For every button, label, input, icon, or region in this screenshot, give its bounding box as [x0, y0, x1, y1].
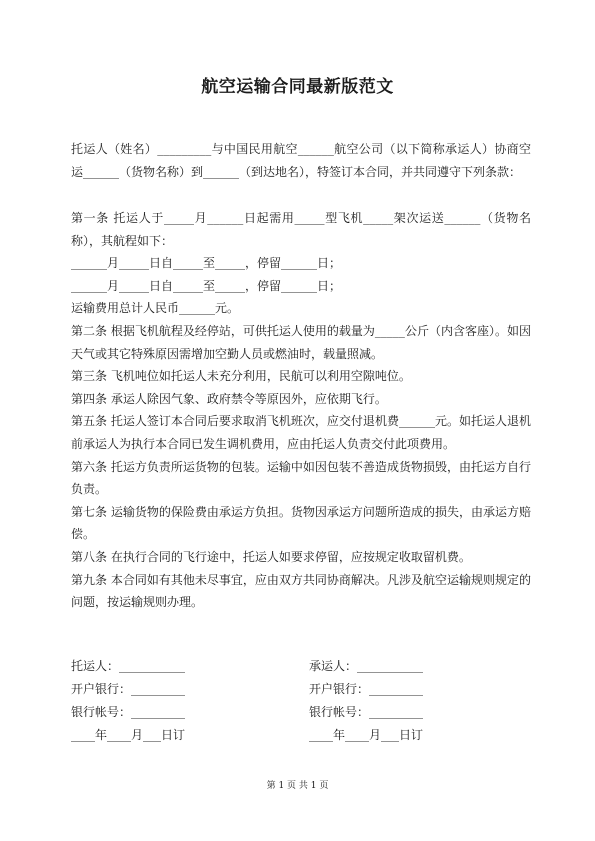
clause-8: 第八条 在执行合同的飞行途中，托运人如要求停留，应按规定收取留机费。 — [71, 549, 471, 564]
clause-9: 第九条 本合同如有其他未尽事宜，应由双方共同协商解决。凡涉及航空运输规则规定的问题，按运输规则办理。 — [71, 572, 531, 610]
intro-text: 托运人（姓名）_________与中国民用航空______航空公司（以下简称承运人）协商空运______（货物名称）到______（到达地名），特签订本合同，并共同遵守下列条款： — [71, 142, 531, 179]
clause-7: 第七条 运输货物的保险费由承运方负担。货物因承运方问题所造成的损失，由承运方赔偿。 — [71, 504, 531, 542]
carrier-bank: 开户银行：_________ — [309, 682, 424, 696]
carrier-account: 银行帐号：_________ — [309, 705, 424, 719]
shipper-signature: 托运人：___________ — [71, 659, 186, 673]
shipper-date: ____年____月___日订 — [71, 728, 186, 742]
signature-row-party — [71, 657, 541, 675]
clause-1-total-fee: 运输费用总计人民币______元。 — [71, 301, 240, 316]
clause-1-route-1: ______月_____日自_____至_____，停留______日； — [71, 256, 342, 271]
carrier-date: ____年____月___日订 — [309, 728, 424, 742]
clause-1-route-2: ______月_____日自_____至_____，停留______日； — [71, 278, 342, 293]
clause-6: 第六条 托运方负责所运货物的包装。运输中如因包装不善造成货物损毁，由托运方自行负责。 — [71, 459, 531, 497]
clause-5: 第五条 托运人签订本合同后要求取消飞机班次，应交付退机费______元。如托运人退机前承运人为执行本合同已发生调机费用，应由托运人负责交付此项费用。 — [71, 414, 531, 451]
page-number-footer: 第 1 页 共 1 页 — [266, 781, 329, 791]
page-title: 航空运输合同最新版范文 — [201, 77, 394, 97]
clause-1: 第一条 托运人于_____月______日起需用_____型飞机_____架次运送______（货物名称），其航程如下： — [71, 211, 531, 248]
intro-paragraph — [71, 138, 531, 183]
signature-row-date — [71, 726, 541, 744]
shipper-account: 银行帐号：_________ — [71, 705, 186, 719]
clause-3: 第三条 飞机吨位如托运人未充分利用，民航可以利用空隙吨位。 — [71, 369, 411, 384]
shipper-bank: 开户银行：_________ — [71, 682, 186, 696]
signature-row-bank — [71, 680, 541, 698]
clause-4: 第四条 承运人除因气象、政府禁令等原因外，应依期飞行。 — [71, 391, 387, 406]
clause-2: 第二条 根据飞机航程及经停站，可供托运人使用的载量为_____公斤（内含客座）。如因天气或其它特殊原因需增加空勤人员或燃油时，载量照减。 — [71, 323, 531, 361]
signature-row-account — [71, 703, 541, 721]
carrier-signature: 承运人：___________ — [309, 659, 424, 673]
clauses-section — [71, 207, 531, 614]
